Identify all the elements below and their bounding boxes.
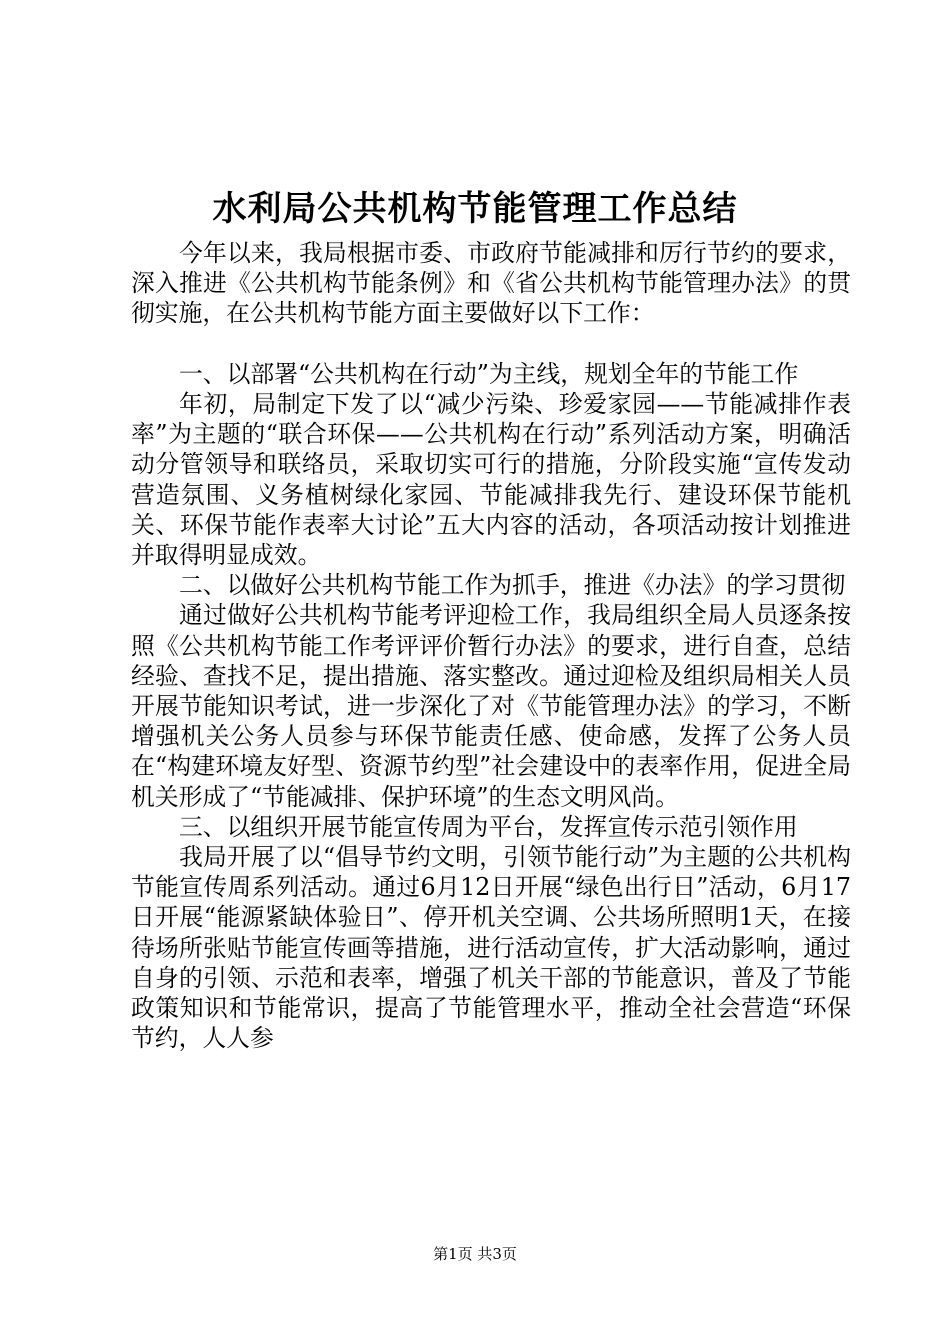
document-body (131, 238, 851, 1053)
section-heading-3: 三、以组织开展节能宣传周为平台，发挥宣传示范引领作用 (179, 812, 798, 841)
section-body-1: 年初，局制定下发了以“减少污染、珍爱家园——节能减排作表率”为主题的“联合环保——公共机构在行动”系列活动方案，明确活动分管领导和联络员，采取切实可行的措施，分阶段实施“宣传发动营造氛围、义务植树绿化家园、节能减排我先行、建设环保节能机关、环保节能作表率大讨论”五大内容的活动，各项活动按计划推进并取得明显成效。 (131, 390, 851, 570)
intro-paragraph: 今年以来，我局根据市委、市政府节能减排和厉行节约的要求，深入推进《公共机构节能条例》和《省公共机构节能管理办法》的贯彻实施，在公共机构节能方面主要做好以下工作： (131, 239, 851, 328)
section-body-2: 通过做好公共机构节能考评迎检工作，我局组织全局人员逐条按照《公共机构节能工作考评评价暂行办法》的要求，进行自查，总结经验、查找不足，提出措施、落实整改。通过迎检及组织局相关人员开展节能知识考试，进一步深化了对《节能管理办法》的学习，不断增强机关公务人员参与环保节能责任感、使命感，发挥了公务人员在“构建环境友好型、资源节约型”社会建设中的表率作用，促进全局机关形成了“节能减排、保护环境”的生态文明风尚。 (131, 601, 851, 811)
section-body-3: 我局开展了以“倡导节约文明，引领节能行动”为主题的公共机构节能宣传周系列活动。通过6月12日开展“绿色出行日”活动，6月17日开展“能源紧缺体验日”、停开机关空调、公共场所照明1天，在接待场所张贴节能宣传画等措施，进行活动宣传，扩大活动影响，通过自身的引领、示范和表率，增强了机关干部的节能意识，普及了节能政策知识和节能常识，提高了节能管理水平，推动全社会营造“环保节约，人人参 (131, 843, 851, 1053)
page-number-footer: 第1页 共3页 (433, 1245, 517, 1263)
section-heading-1: 一、以部署“公共机构在行动”为主线，规划全年的节能工作 (179, 359, 799, 388)
document-title: 水利局公共机构节能管理工作总结 (212, 189, 738, 229)
section-heading-2: 二、以做好公共机构节能工作为抓手，推进《办法》的学习贯彻 (179, 571, 846, 600)
